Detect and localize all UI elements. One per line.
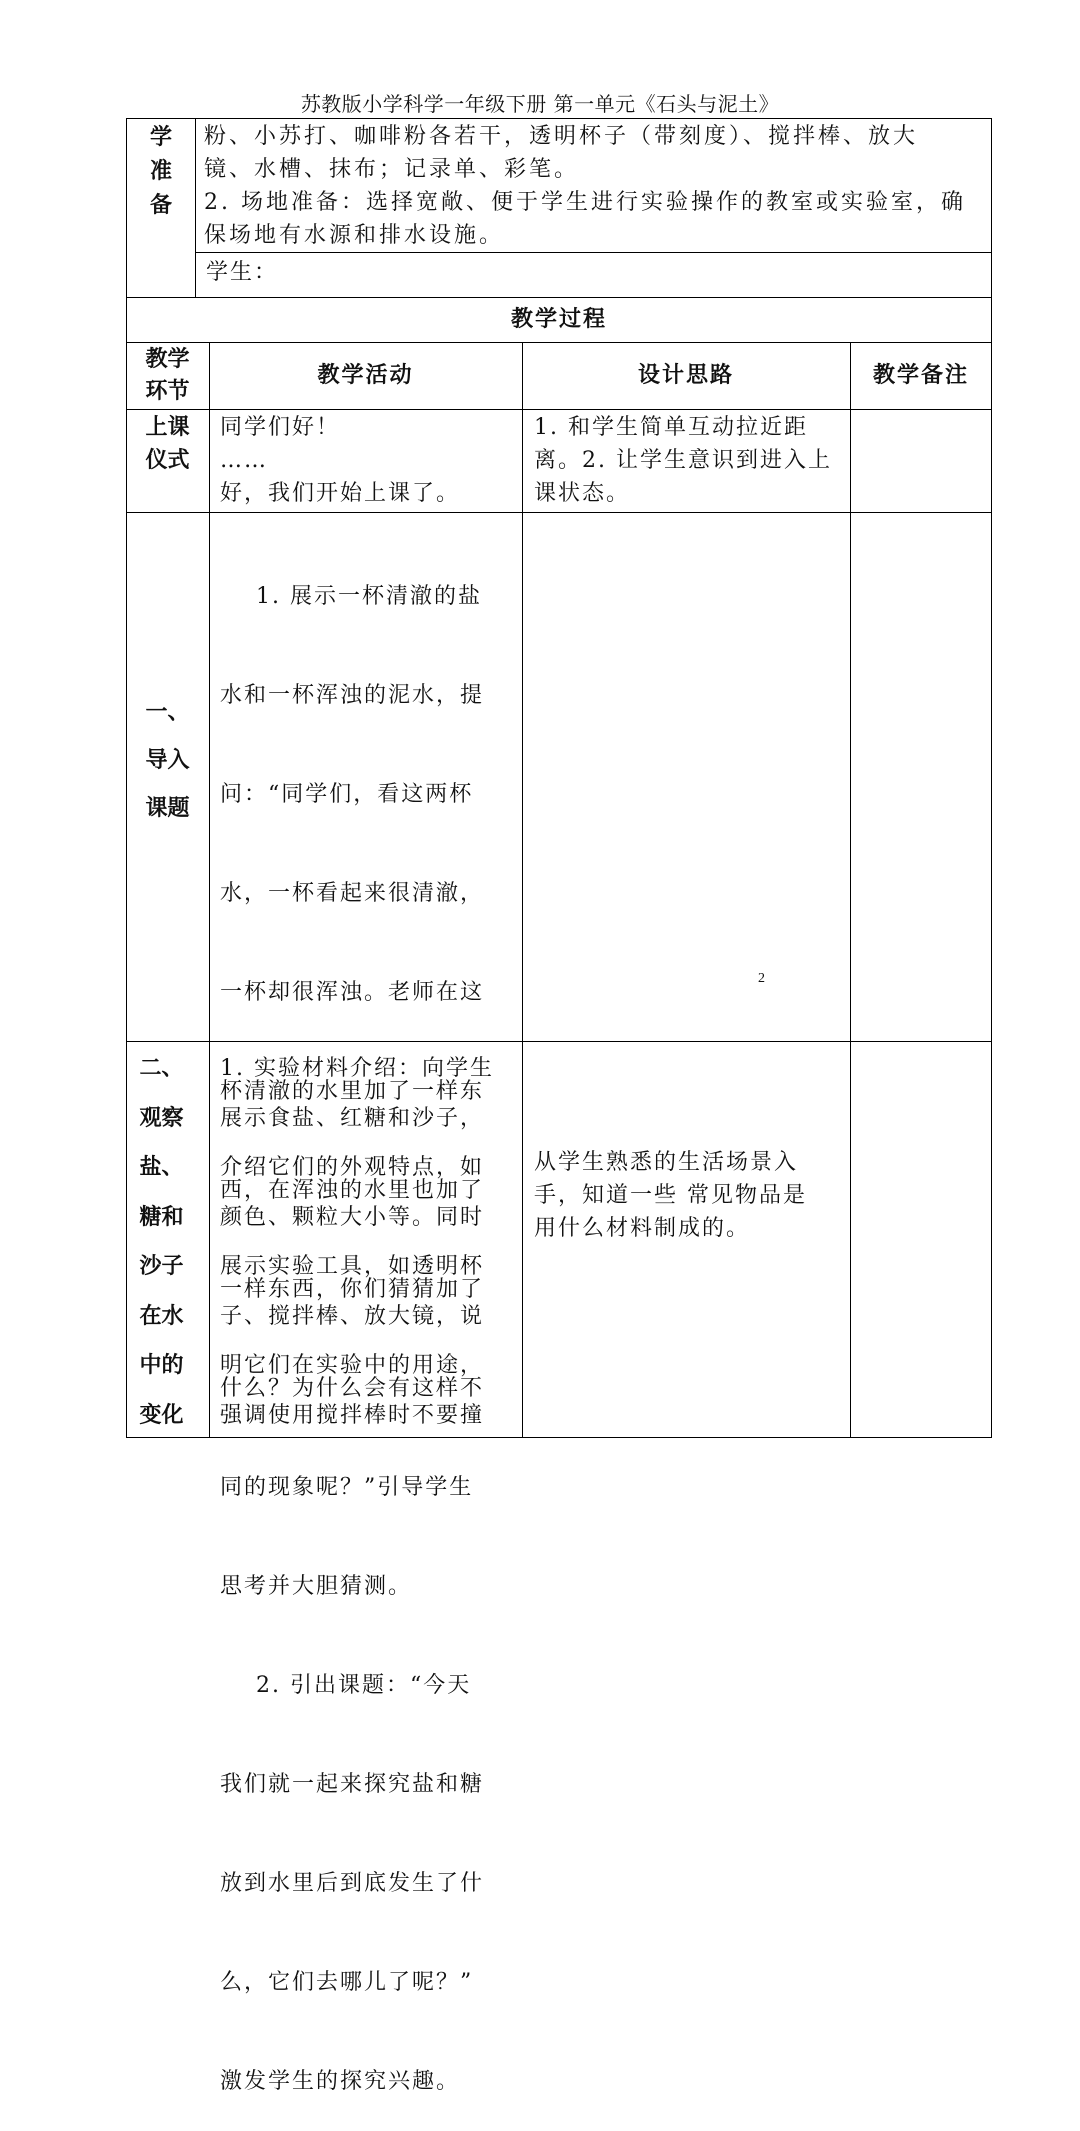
text-line: 同学们好！ (220, 415, 341, 440)
text-line: 展示食盐、红糖和沙子， (220, 1105, 485, 1131)
text-line: 西，在浑浊的水里也加了 (220, 1178, 485, 1203)
text-line: 一样东西，你们猜猜加了 (220, 1277, 485, 1302)
text-line: 同的现象呢？”引导学生 (220, 1475, 474, 1500)
stage-cell: 二、 观察 盐、 糖和 沙子 在水 中的 变化 (139, 1055, 184, 1428)
text-line: 激发学生的探究兴趣。 (220, 2069, 461, 2094)
text-line: 介绍它们的外观特点，如 (220, 1155, 485, 1180)
text-line: 手，知道一些 常见物品是 (534, 1183, 807, 1208)
text-line: 2. 引出课题：“今天 (220, 1673, 472, 1698)
text-line: 1. 展示一杯清澈的盐 (220, 584, 482, 609)
text-line: 展示实验工具，如透明杯 (220, 1254, 485, 1279)
activity-cell (220, 1044, 518, 1440)
stage-cell: 一、 导入 课题 (145, 699, 190, 821)
stage-cell: 上课 仪式 (145, 414, 190, 473)
page-number: 2 (758, 971, 765, 986)
column-header-notes: 教学备注 (872, 362, 969, 388)
column-header-design: 设计思路 (637, 362, 734, 388)
prep-label-char: 学 (150, 124, 173, 150)
text-line: 颜色、颗粒大小等。同时 (220, 1204, 485, 1230)
text-line: 好，我们开始上课了。 (220, 481, 461, 506)
text-line: 水和一杯浑浊的泥水，提 (220, 683, 485, 708)
design-cell (534, 1146, 846, 1245)
teacher-prep-text (204, 120, 990, 252)
row-divider (126, 409, 992, 410)
activity-cell (220, 411, 518, 510)
row-divider (126, 512, 992, 513)
row-divider (126, 297, 992, 298)
text-line: 镜、水槽、抹布；记录单、彩笔。 (204, 157, 580, 182)
text-line: 1. 实验材料介绍：向学生 (220, 1056, 494, 1081)
text-line: 放到水里后到底发生了什 (220, 1871, 485, 1896)
text-line: 杯清澈的水里加了一样东 (220, 1079, 485, 1104)
document-header: 苏教版小学科学一年级下册 第一单元《石头与泥土》 (300, 92, 780, 116)
prep-label-char: 备 (150, 192, 173, 218)
text-line: 粉、小苏打、咖啡粉各若干，透明杯子（带刻度）、搅拌棒、放大 (204, 124, 919, 149)
design-cell (534, 411, 846, 510)
column-header-activity: 教学活动 (317, 362, 414, 388)
text-line: 么，它们去哪儿了呢？” (220, 1970, 474, 1995)
row-divider (126, 342, 992, 343)
row-divider (195, 252, 992, 253)
student-prep-label: 学生： (206, 260, 279, 285)
text-line: 问：“同学们，看这两杯 (220, 782, 474, 807)
column-divider (850, 342, 851, 1438)
text-line: 什么？为什么会有这样不 (220, 1376, 485, 1401)
text-line: …… (220, 448, 268, 473)
text-line: 1. 和学生简单互动拉近距 (534, 415, 808, 440)
text-line: 思考并大胆猜测。 (220, 1574, 413, 1599)
text-line: 用什么材料制成的。 (534, 1216, 751, 1241)
column-header-stage: 教学 环节 (145, 346, 190, 404)
text-line: 课状态。 (534, 481, 631, 506)
text-line: 明它们在实验中的用途， (220, 1353, 485, 1378)
text-line: 子、搅拌棒、放大镜，说 (220, 1303, 485, 1329)
text-line: 从学生熟悉的生活场景入 (534, 1150, 799, 1175)
prep-label-char: 准 (150, 158, 173, 184)
text-line: 水，一杯看起来很清澈， (220, 881, 485, 906)
text-line: 强调使用搅拌棒时不要撞 (220, 1402, 485, 1428)
column-divider (195, 118, 196, 297)
text-line: 我们就一起来探究盐和糖 (220, 1772, 485, 1797)
column-divider (522, 342, 523, 1438)
text-line: 一杯却很浑浊。老师在这 (220, 980, 485, 1005)
text-line: 保场地有水源和排水设施。 (204, 223, 505, 248)
column-divider (209, 342, 210, 1438)
prep-label (150, 120, 174, 222)
process-title: 教学过程 (510, 306, 607, 332)
text-line: 离。2. 让学生意识到进入上 (534, 448, 832, 473)
text-line: 2. 场地准备：选择宽敞、便于学生进行实验操作的教室或实验室，确 (204, 190, 966, 215)
